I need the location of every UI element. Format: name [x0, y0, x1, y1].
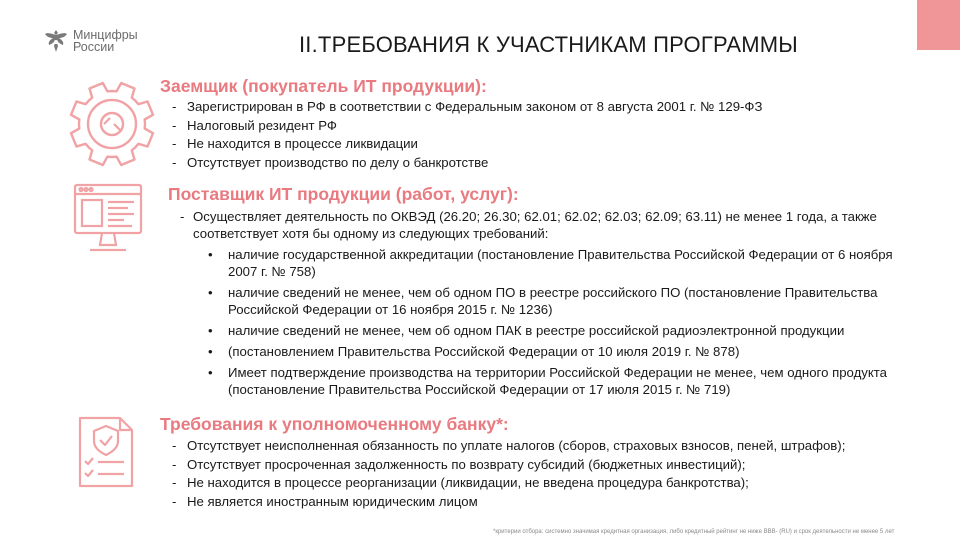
page-title: II.ТРЕБОВАНИЯ К УЧАСТНИКАМ ПРОГРАММЫ: [299, 32, 798, 57]
shield-checklist-icon: [74, 414, 138, 490]
list-item: • (постановлением Правительства Российской Федерации от 10 июля 2019 г. № 878): [208, 343, 908, 360]
supplier-intro-text: Осуществляет деятельность по ОКВЭД (26.20; 26.30; 62.01; 62.02; 62.03; 62.09; 63.11) не менее 1 года, а также соответствует хотя бы одному из следующих требований:: [193, 209, 877, 241]
list-item: - Отсутствует неисполненная обязанность по уплате налогов (сборов, страховых взносов, пеней, штрафов);: [172, 437, 845, 456]
logo-line1: Минцифры: [73, 28, 138, 42]
list-item: - Отсутствует просроченная задолженность по возврату субсидий (бюджетных инвестиций);: [172, 456, 845, 475]
list-item: • наличие сведений не менее, чем об одном ПАК в реестре российской радиоэлектронной продукции: [208, 322, 908, 339]
logo-line2: России: [73, 40, 115, 54]
list-item: - Отсутствует производство по делу о банкротстве: [172, 154, 762, 173]
footnote: *критерии отбора: системно значимая кредитная организация, либо кредитный рейтинг не ниже BBB- (RU) и срок деятельности не менее 5 лет: [493, 529, 895, 535]
list-item: - Не находится в процессе ликвидации: [172, 135, 762, 154]
list-item: - Не является иностранным юридическим лицом: [172, 493, 845, 512]
list-item: - Налоговый резидент РФ: [172, 117, 762, 136]
list-item: - Зарегистрирован в РФ в соответствии с Федеральным законом от 8 августа 2001 г. № 129-ФЗ: [172, 98, 762, 117]
ministry-logo: [44, 28, 138, 54]
corner-accent: [917, 0, 960, 50]
logo-text: [73, 29, 138, 53]
supplier-bullets: [208, 246, 908, 402]
list-item: • наличие сведений не менее, чем об одном ПО в реестре российского ПО (постановление Правительства Российской Федерации от 16 ноября 2015 г. № 1236): [208, 284, 908, 318]
bank-heading: Требования к уполномоченному банку*:: [160, 414, 509, 434]
eagle-emblem-icon: [44, 28, 68, 54]
list-item: • Имеет подтверждение производства на территории Российской Федерации не менее, чем одного продукта (постановление Правительства Российской Федерации от 17 июля 2015 г. № 719): [208, 364, 908, 398]
list-item: • наличие государственной аккредитации (постановление Правительства Российской Федерации от 6 ноября 2007 г. № 758): [208, 246, 908, 280]
bank-list: [172, 437, 845, 511]
list-item: - Не находится в процессе реорганизации (ликвидации, не введена процедура банкротства);: [172, 474, 845, 493]
supplier-intro: [180, 208, 933, 242]
computer-window-icon: [72, 182, 144, 256]
borrower-heading: Заемщик (покупатель ИТ продукции):: [160, 76, 487, 96]
gear-icon: [66, 78, 158, 170]
borrower-list: [172, 98, 762, 172]
dash-marker: -: [180, 209, 185, 224]
supplier-heading: Поставщик ИТ продукции (работ, услуг):: [168, 184, 519, 204]
